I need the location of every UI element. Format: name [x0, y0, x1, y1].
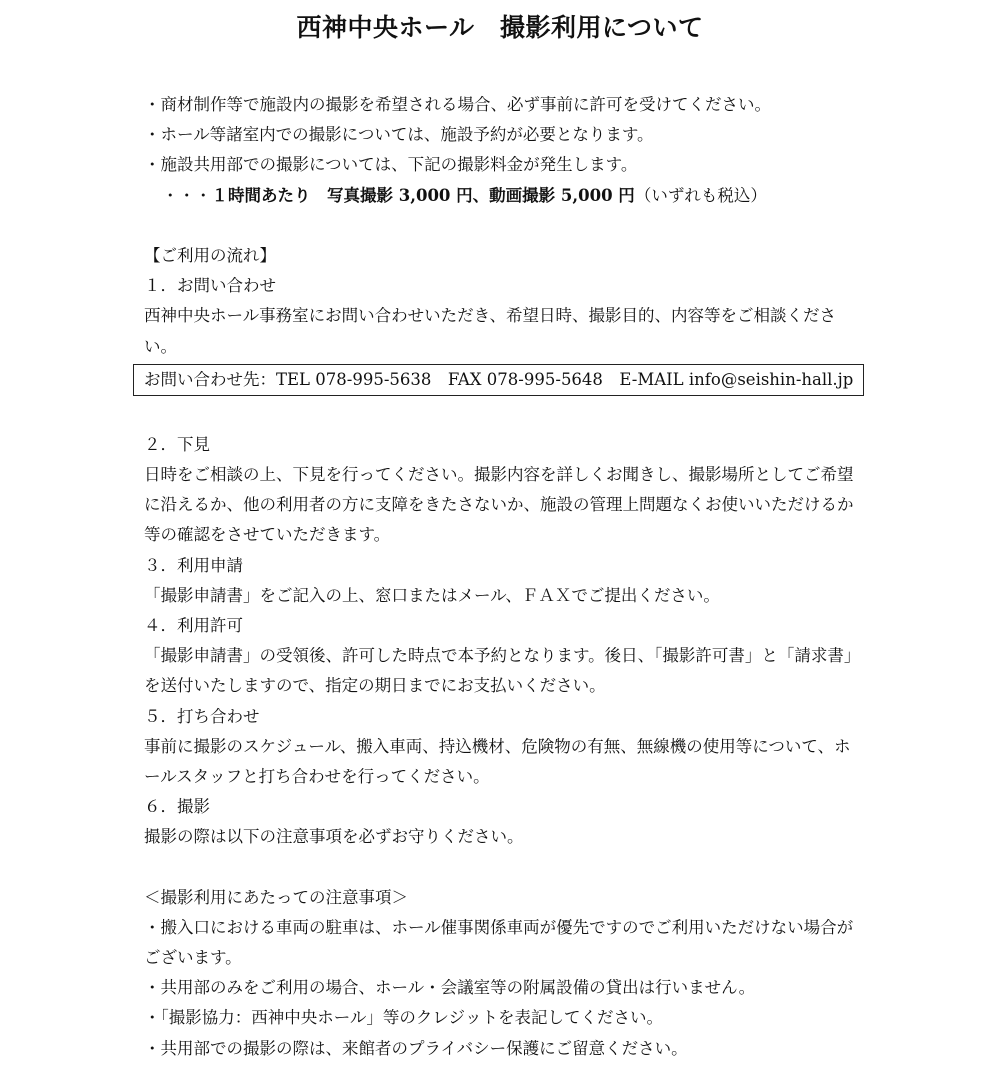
intro-item-advance-permission: ・商材制作等で施設内の撮影を希望される場合、必ず事前に許可を受けてください。	[144, 95, 771, 114]
spacer	[144, 852, 864, 882]
step2-heading: ２．下見	[144, 434, 210, 454]
flow-heading: 【ご利用の流れ】	[144, 245, 276, 265]
note-item-credit: ・「撮影協力：西神中央ホール」等のクレジットを表記してください。	[144, 1008, 664, 1028]
fee-prefix: ・・・	[162, 185, 212, 205]
note-item-privacy: ・共用部での撮影の際は、来館者のプライバシー保護にご留意ください。	[144, 1038, 688, 1058]
fee-tax-note: （いずれも税込）	[634, 185, 767, 205]
step4-heading: ４．利用許可	[144, 615, 243, 635]
step4-body: 「撮影申請書」の受領後、許可した時点で本予約となります。後日、「撮影許可書」と「請求書」を送付いたしますので、指定の期日までにお支払いください。	[144, 646, 861, 696]
note-item-equipment: ・共用部のみをご利用の場合、ホール・会議室等の附属設備の貸出は行いません。	[144, 978, 756, 998]
contact-info-box: お問い合わせ先：TEL 078-995-5638 FAX 078-995-5648 E-MAIL info@seishin-hall.jp	[133, 364, 864, 396]
spacer	[144, 211, 864, 241]
step5-heading: ５．打ち合わせ	[144, 706, 260, 726]
fee-amounts: １時間あたり 写真撮影 3,000 円、動画撮影 5,000 円	[211, 185, 635, 205]
document-body	[144, 90, 864, 1064]
spacer	[144, 396, 864, 430]
step1-heading: １．お問い合わせ	[144, 276, 276, 296]
intro-item-common-area-fee: ・施設共用部での撮影については、下記の撮影料金が発生します。	[144, 155, 638, 175]
step6-heading: ６．撮影	[144, 797, 210, 817]
step6-body: 撮影の際は以下の注意事項を必ずお守りください。	[144, 827, 524, 847]
intro-item-room-reservation: ・ホール等諸室内での撮影については、施設予約が必要となります。	[144, 125, 654, 145]
page-title: 西神中央ホール 撮影利用について	[296, 13, 704, 42]
step1-body: 西神中央ホール事務室にお問い合わせいただき、希望日時、撮影目的、内容等をご相談ください。	[144, 306, 837, 356]
step3-body: 「撮影申請書」をご記入の上、窓口またはメール、ＦＡＸでご提出ください。	[144, 585, 720, 605]
step3-heading: ３．利用申請	[144, 555, 243, 575]
notes-heading: ＜撮影利用にあたっての注意事項＞	[144, 887, 408, 907]
step5-body: 事前に撮影のスケジュール、搬入車両、持込機材、危険物の有無、無線機の使用等について、ホールスタッフと打ち合わせを行ってください。	[144, 736, 851, 786]
step2-body: 日時をご相談の上、下見を行ってください。撮影内容を詳しくお聞きし、撮影場所としてご希望に沿えるか、他の利用者の方に支障をきたさないか、施設の管理上問題なくお使いいただけるか等の確認をさせていただきます。	[144, 464, 854, 545]
note-item-parking: ・搬入口における車両の駐車は、ホール催事関係車両が優先ですのでご利用いただけない場合がございます。	[144, 917, 854, 968]
fee-line	[144, 181, 864, 211]
